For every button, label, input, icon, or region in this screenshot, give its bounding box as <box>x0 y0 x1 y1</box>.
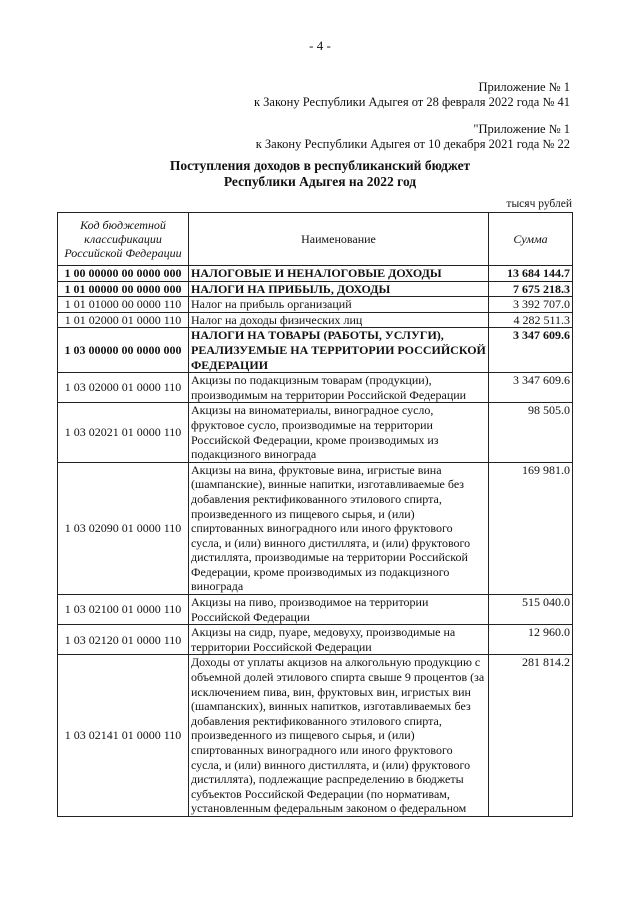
row-code: 1 03 02021 01 0000 110 <box>58 403 189 462</box>
table-row <box>58 373 573 403</box>
document-title <box>0 158 640 190</box>
row-name: Акцизы на сидр, пуаре, медовуху, производимые на территории Российской Федерации <box>189 625 489 655</box>
row-code: 1 00 00000 00 0000 000 <box>58 266 189 282</box>
table-row <box>58 328 573 373</box>
table-row <box>58 625 573 655</box>
row-sum: 13 684 144.7 <box>489 266 573 282</box>
row-code: 1 03 02141 01 0000 110 <box>58 655 189 817</box>
appendix-law-reference: к Закону Республики Адыгея от 28 февраля 2022 года № 41 <box>253 95 570 109</box>
table-row <box>58 462 573 594</box>
row-sum: 98 505.0 <box>489 403 573 462</box>
revenue-table <box>57 212 573 817</box>
appendix-title: Приложение № 1 <box>478 80 570 94</box>
row-sum: 7 675 218.3 <box>489 281 573 297</box>
row-name: НАЛОГОВЫЕ И НЕНАЛОГОВЫЕ ДОХОДЫ <box>189 266 489 282</box>
row-sum: 3 347 609.6 <box>489 373 573 403</box>
units-label: тысяч рублей <box>506 198 572 210</box>
table-row <box>58 297 573 313</box>
row-name: Акцизы на виноматериалы, виноградное сусло, фруктовое сусло, производимые на территории Российской Федерации, кроме производимых из подакцизного винограда <box>189 403 489 462</box>
row-name: Налог на доходы физических лиц <box>189 312 489 328</box>
appendix-header <box>254 80 570 110</box>
table-row <box>58 403 573 462</box>
table-row <box>58 312 573 328</box>
row-sum: 3 347 609.6 <box>489 328 573 373</box>
row-name: НАЛОГИ НА ПРИБЫЛЬ, ДОХОДЫ <box>189 281 489 297</box>
row-sum: 515 040.0 <box>489 595 573 625</box>
row-code: 1 03 02100 01 0000 110 <box>58 595 189 625</box>
header-sum: Сумма <box>489 213 573 266</box>
page-number: - 4 - <box>309 38 331 53</box>
row-sum: 169 981.0 <box>489 462 573 594</box>
row-code: 1 03 02090 01 0000 110 <box>58 462 189 594</box>
table-row <box>58 266 573 282</box>
row-code: 1 03 02000 01 0000 110 <box>58 373 189 403</box>
row-code: 1 01 01000 00 0000 110 <box>58 297 189 313</box>
row-sum: 3 392 707.0 <box>489 297 573 313</box>
row-name: Акцизы на вина, фруктовые вина, игристые вина (шампанские), винные напитки, изготавливаемые без добавления ректификованного этилового спирта, произведенного из пищевого сырья, и (или) спиртованных виноградного или иного фруктового сусла, и (или) винного дистиллята, и (или) фруктового дистиллята, производимые на территории Российской Федерации, кроме производимых из подакцизного винограда <box>189 462 489 594</box>
table-row <box>58 281 573 297</box>
row-name: Доходы от уплаты акцизов на алкогольную продукцию с объемной долей этилового спирта свыше 9 процентов (за исключением пива, вин, фруктовых вин, игристых вин (шампанских), винных напитков, изготавливаемых без добавления ректификованного этилового спирта, произведенного из пищевого сырья, и (или) спиртованных виноградного или иного фруктового сусла, и (или) винного дистиллята, и (или) фруктового дистиллята), подлежащие распределению в бюджеты субъектов Российской Федерации (по нормативам, установленным федеральным законом о федеральном <box>189 655 489 817</box>
header-code: Код бюджетной классификации Российской Федерации <box>58 213 189 266</box>
appendix-law-reference: к Закону Республики Адыгея от 10 декабря 2021 года № 22 <box>255 137 570 151</box>
row-name: Налог на прибыль организаций <box>189 297 489 313</box>
title-line: Поступления доходов в республиканский бюджет <box>169 158 471 173</box>
header-name: Наименование <box>189 213 489 266</box>
row-sum: 4 282 511.3 <box>489 312 573 328</box>
row-name: Акцизы по подакцизным товарам (продукции), производимым на территории Российской Федерации <box>189 373 489 403</box>
table-row <box>58 595 573 625</box>
row-code: 1 01 02000 01 0000 110 <box>58 312 189 328</box>
appendix-title: "Приложение № 1 <box>473 122 570 136</box>
title-line: Республики Адыгея на 2022 год <box>223 174 417 189</box>
table-header-row <box>58 213 573 266</box>
row-code: 1 03 02120 01 0000 110 <box>58 625 189 655</box>
row-code: 1 01 00000 00 0000 000 <box>58 281 189 297</box>
appendix-header-original <box>256 122 570 152</box>
row-name: НАЛОГИ НА ТОВАРЫ (РАБОТЫ, УСЛУГИ), РЕАЛИЗУЕМЫЕ НА ТЕРРИТОРИИ РОССИЙСКОЙ ФЕДЕРАЦИИ <box>189 328 489 373</box>
row-sum: 12 960.0 <box>489 625 573 655</box>
table-row <box>58 655 573 817</box>
row-code: 1 03 00000 00 0000 000 <box>58 328 189 373</box>
row-sum: 281 814.2 <box>489 655 573 817</box>
row-name: Акцизы на пиво, производимое на территории Российской Федерации <box>189 595 489 625</box>
